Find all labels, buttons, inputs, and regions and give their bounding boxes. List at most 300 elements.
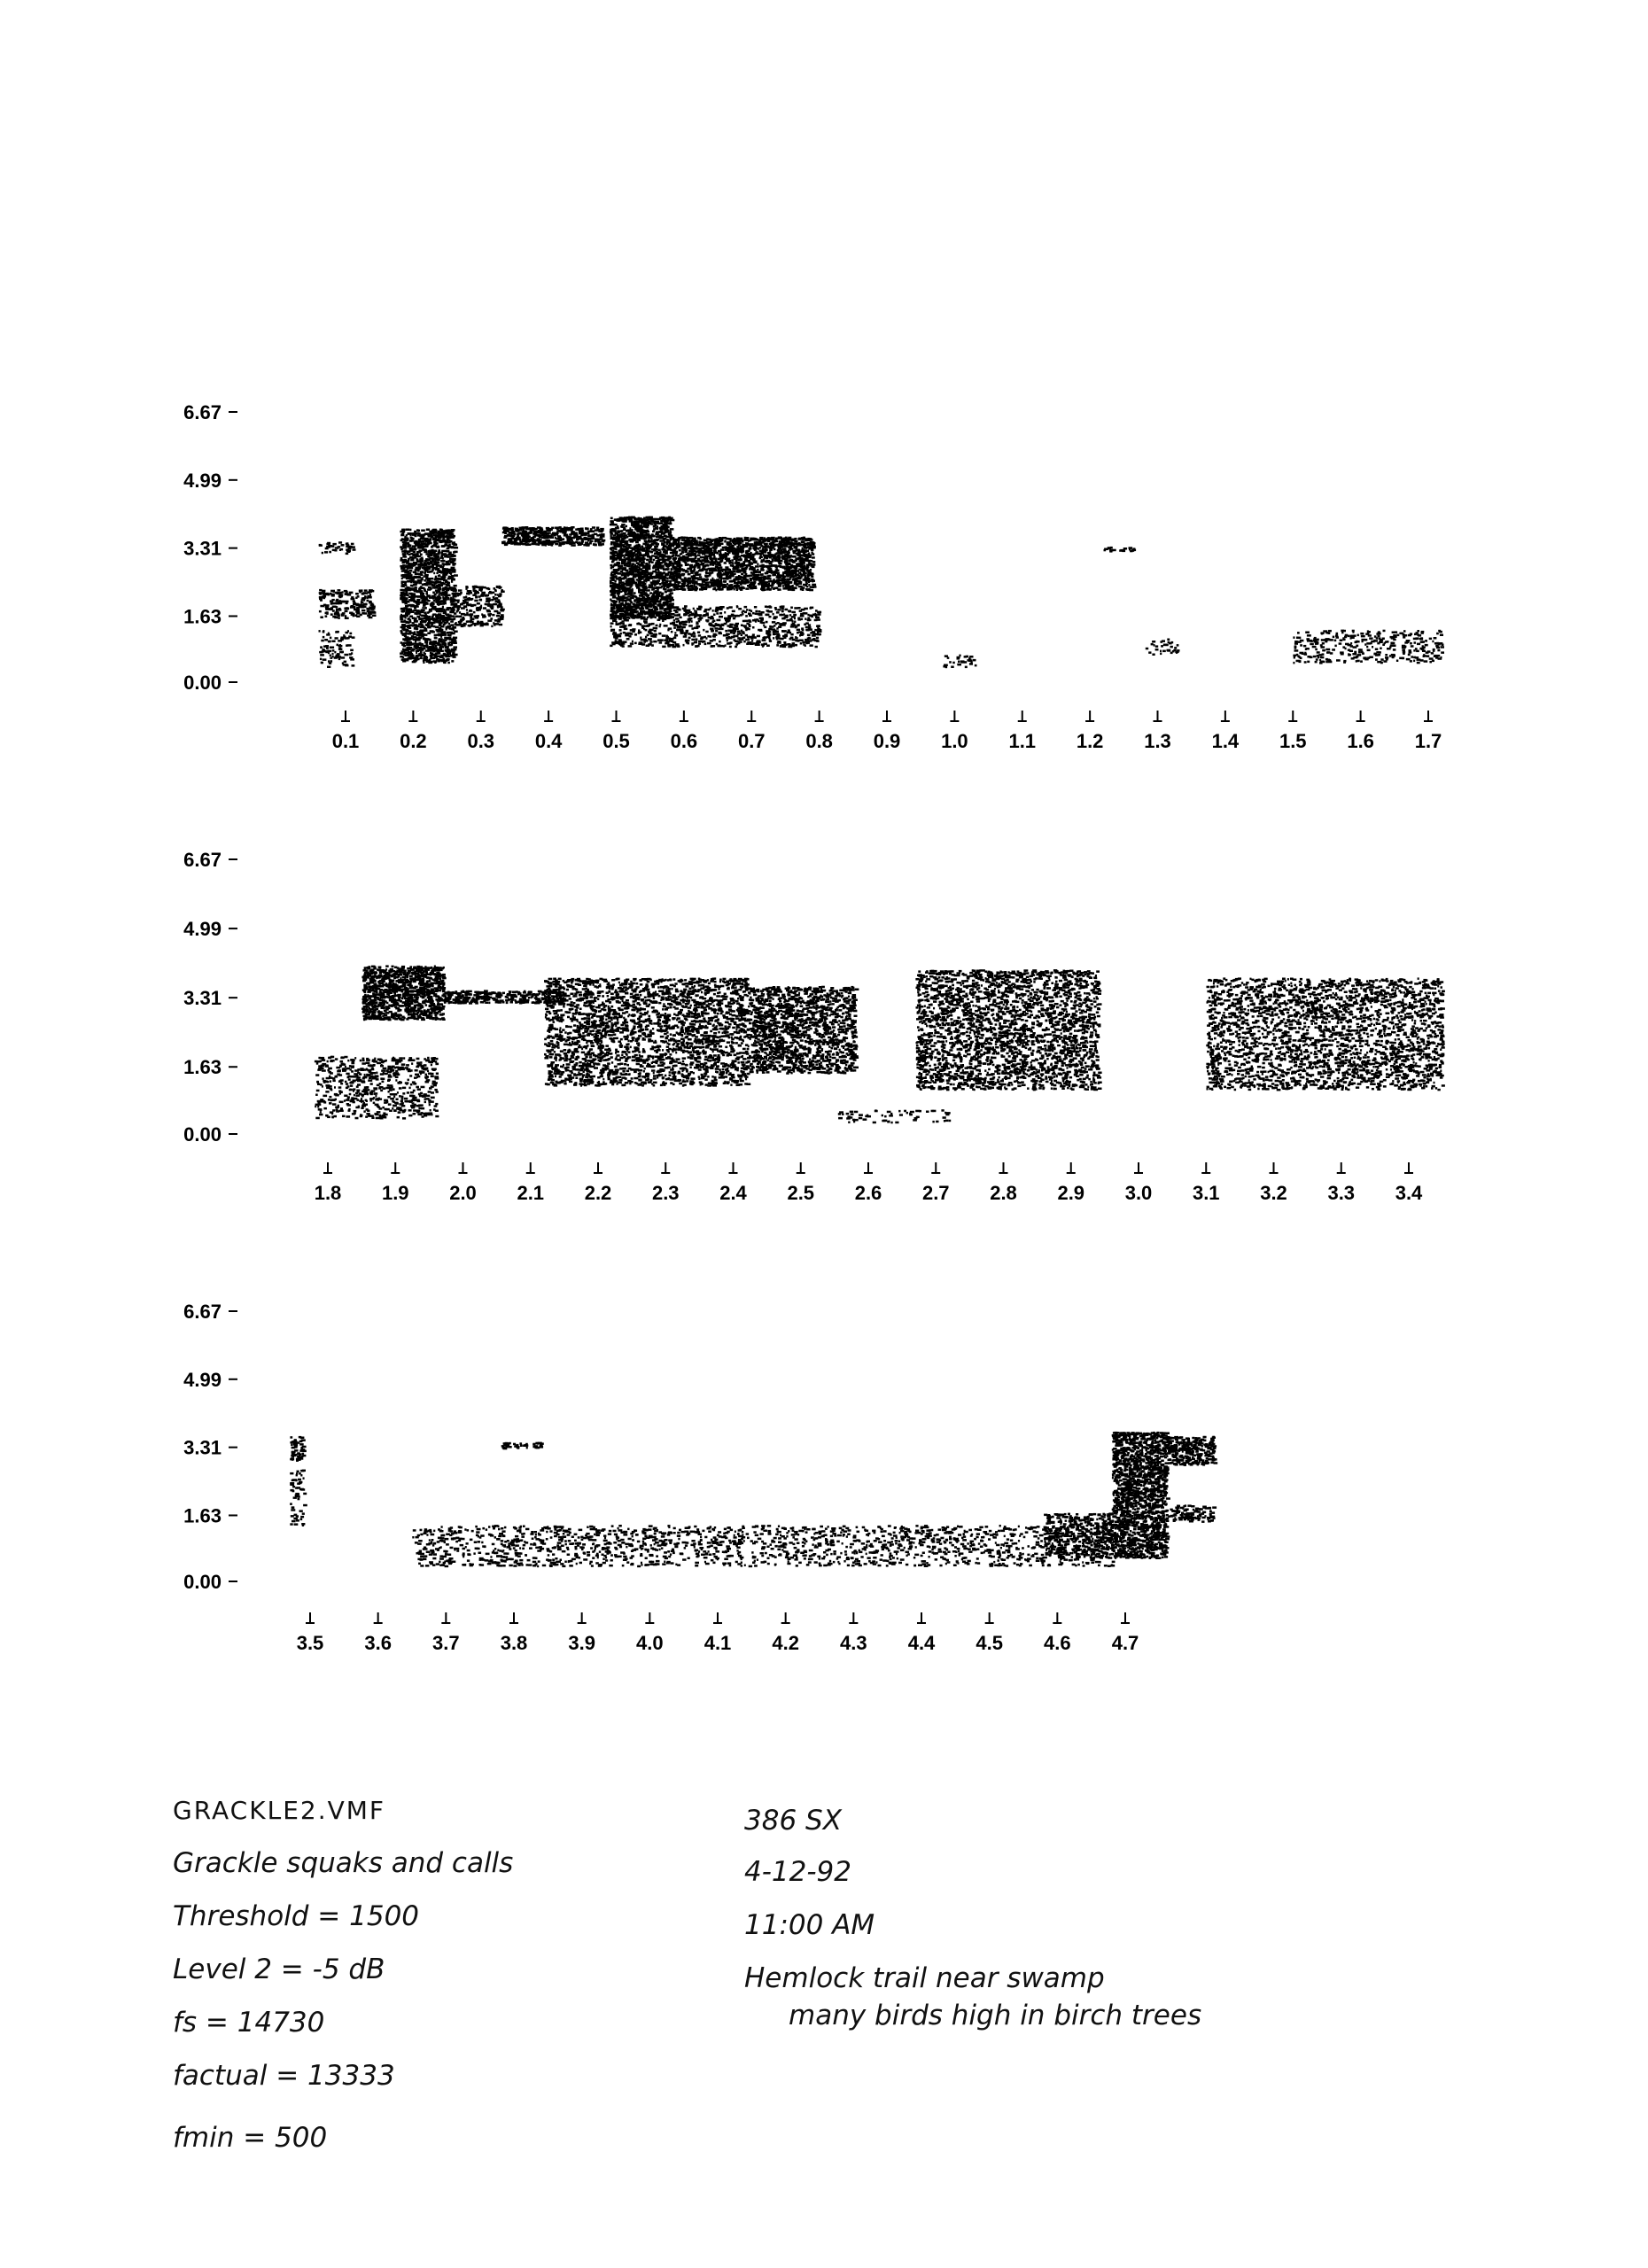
energy-dot [664, 517, 666, 520]
energy-dot [579, 530, 581, 532]
energy-dot [621, 578, 624, 580]
energy-dot [628, 517, 630, 519]
x-tick-label: 0.7 [738, 730, 766, 752]
energy-dot [353, 606, 355, 609]
energy-dot [629, 527, 631, 530]
energy-dot [653, 559, 656, 562]
energy-dot [453, 535, 455, 538]
energy-dot [325, 615, 328, 617]
energy-dot [412, 540, 414, 542]
energy-dot [442, 589, 445, 592]
energy-dot [666, 597, 670, 600]
energy-dot [519, 539, 522, 541]
energy-dot [462, 617, 465, 620]
energy-dot [416, 602, 418, 604]
energy-dot [590, 528, 593, 531]
energy-dot [459, 624, 461, 626]
energy-dot [635, 541, 639, 544]
energy-dot [618, 545, 622, 548]
energy-dot [610, 582, 614, 585]
energy-dot [601, 536, 602, 539]
energy-dot [403, 546, 407, 548]
energy-dot [321, 662, 323, 664]
energy-dot [435, 601, 439, 603]
energy-dot [347, 548, 351, 550]
y-tick-label: 4.99 [183, 470, 222, 492]
energy-dot [326, 612, 329, 615]
energy-dot [538, 539, 542, 541]
energy-dot [509, 538, 511, 540]
energy-dot [651, 586, 654, 589]
energy-dot [439, 601, 443, 603]
energy-dot [658, 601, 662, 603]
energy-dot [612, 560, 615, 563]
energy-dot [656, 551, 658, 554]
energy-dot [667, 519, 670, 522]
energy-dot [650, 601, 653, 603]
energy-dot [416, 634, 421, 637]
energy-dot [679, 549, 681, 552]
energy-dot [665, 563, 667, 565]
energy-dot [323, 658, 327, 661]
energy-dot [432, 592, 434, 594]
energy-dot [441, 550, 445, 553]
energy-dot [439, 630, 441, 633]
energy-dot [665, 600, 668, 602]
energy-dot [458, 589, 463, 592]
energy-dot [424, 567, 426, 570]
energy-dot [402, 633, 407, 635]
energy-dot [630, 559, 633, 562]
energy-dot [436, 553, 440, 555]
energy-dot [641, 555, 644, 557]
energy-dot [532, 543, 536, 546]
energy-dot [749, 543, 753, 546]
energy-dot [658, 594, 660, 597]
energy-dot [454, 585, 457, 587]
energy-dot [335, 637, 338, 640]
energy-dot [436, 617, 439, 620]
energy-dot [639, 579, 641, 581]
energy-dot [634, 521, 638, 524]
energy-dot [419, 624, 421, 626]
energy-dot [420, 657, 423, 660]
energy-dot [419, 649, 422, 651]
energy-dot [452, 571, 456, 573]
energy-dot [669, 580, 672, 583]
energy-dot [451, 600, 454, 602]
energy-dot [443, 610, 447, 613]
energy-dot [408, 532, 411, 535]
energy-dot [457, 624, 460, 626]
energy-dot [423, 607, 424, 610]
energy-dot [430, 641, 433, 643]
energy-dot [351, 543, 354, 546]
energy-dot [646, 533, 649, 536]
energy-dot [433, 552, 436, 555]
x-tick-label: 0.9 [874, 730, 901, 752]
energy-dot [612, 538, 617, 540]
energy-dot [434, 594, 437, 596]
energy-dot [620, 571, 623, 573]
energy-dot [668, 563, 671, 566]
energy-dot [339, 651, 344, 654]
energy-dot [610, 590, 612, 593]
energy-dot [331, 641, 335, 643]
energy-dot [445, 613, 447, 616]
energy-dot [416, 559, 418, 562]
y-tick-label: 3.31 [183, 538, 222, 560]
energy-dot [486, 587, 489, 590]
energy-dot [476, 608, 478, 610]
energy-region [671, 536, 817, 591]
energy-dot [319, 544, 323, 547]
energy-dot [345, 617, 349, 620]
energy-dot [479, 599, 482, 602]
energy-dot [566, 536, 571, 539]
energy-dot [539, 536, 541, 539]
energy-dot [637, 597, 641, 600]
energy-dot [573, 535, 576, 538]
energy-dot [668, 545, 672, 548]
energy-dot [334, 549, 337, 552]
energy-dot [484, 616, 486, 618]
energy-dot [451, 609, 454, 611]
energy-dot [439, 638, 443, 641]
energy-dot [424, 579, 426, 582]
energy-dot [494, 594, 496, 596]
energy-dot [406, 611, 408, 614]
energy-dot [767, 552, 771, 555]
energy-dot [323, 591, 325, 594]
energy-dot [409, 570, 413, 572]
energy-dot [424, 652, 425, 655]
energy-dot [546, 532, 549, 535]
energy-dot [446, 589, 448, 592]
energy-dot [424, 630, 428, 633]
energy-dot [618, 557, 622, 560]
energy-dot [634, 517, 636, 520]
spectrogram-panel-1 [183, 401, 1444, 752]
energy-dot [812, 556, 815, 559]
energy-dot [545, 537, 548, 540]
energy-dot [421, 633, 423, 635]
energy-dot [631, 579, 635, 581]
energy-dot [665, 552, 668, 555]
energy-dot [651, 548, 655, 551]
energy-dot [416, 610, 421, 613]
energy-dot [427, 579, 431, 581]
energy-dot [431, 647, 433, 649]
energy-dot [425, 584, 428, 586]
energy-dot [349, 656, 353, 659]
energy-dot [644, 601, 649, 603]
energy-dot [418, 540, 420, 543]
energy-dot [419, 587, 424, 590]
energy-dot [627, 532, 632, 535]
energy-dot [669, 561, 672, 563]
x-tick-label: 0.5 [602, 730, 630, 752]
energy-dot [627, 593, 631, 595]
energy-dot [589, 540, 593, 543]
energy-dot [448, 607, 451, 610]
energy-dot [713, 555, 716, 558]
energy-dot [432, 532, 437, 534]
energy-dot [408, 589, 411, 592]
energy-dot [414, 586, 417, 589]
energy-dot [492, 605, 494, 608]
energy-dot [510, 542, 513, 545]
energy-dot [665, 555, 668, 558]
energy-dot [370, 602, 373, 605]
energy-dot [440, 610, 443, 613]
energy-dot [474, 591, 478, 594]
energy-dot [634, 555, 637, 557]
energy-dot [436, 572, 438, 575]
energy-dot [409, 567, 413, 570]
energy-dot [636, 586, 641, 589]
energy-dot [341, 614, 345, 617]
energy-dot [429, 551, 432, 554]
energy-dot [652, 571, 657, 573]
energy-dot [414, 584, 416, 586]
energy-dot [524, 534, 525, 537]
energy-dot [409, 637, 412, 640]
energy-dot [439, 537, 442, 540]
energy-dot [441, 592, 446, 594]
energy-dot [421, 546, 424, 548]
energy-dot [346, 546, 348, 548]
energy-dot [477, 621, 479, 624]
energy-dot [637, 527, 640, 530]
energy-dot [490, 617, 493, 620]
energy-dot [612, 588, 615, 591]
energy-dot [369, 594, 371, 596]
energy-dot [414, 541, 418, 544]
energy-dot [406, 571, 408, 574]
energy-dot [626, 614, 629, 617]
energy-dot [361, 597, 365, 600]
energy-dot [319, 630, 321, 633]
energy-dot [652, 594, 654, 597]
energy-dot [520, 541, 522, 544]
energy-dot [334, 602, 336, 605]
energy-dot [574, 532, 576, 535]
energy-dot [451, 640, 455, 642]
energy-dot [412, 610, 415, 612]
energy-dot [326, 608, 330, 610]
energy-dot [424, 598, 427, 601]
energy-dot [321, 640, 324, 642]
energy-dot [443, 545, 445, 548]
energy-dot [610, 599, 611, 602]
energy-dot [475, 615, 478, 617]
energy-dot [497, 601, 501, 603]
energy-dot [401, 625, 403, 628]
energy-dot [659, 537, 664, 540]
energy-dot [629, 589, 633, 592]
energy-dot [361, 610, 366, 612]
energy-dot [412, 594, 416, 596]
energy-dot [421, 615, 424, 617]
energy-dot [441, 602, 445, 605]
energy-dot [602, 540, 604, 543]
energy-dot [668, 533, 672, 536]
energy-dot [466, 609, 468, 611]
energy-dot [442, 574, 446, 577]
energy-dot [621, 581, 625, 584]
energy-dot [445, 570, 448, 572]
energy-dot [649, 517, 653, 520]
energy-dot [421, 540, 424, 543]
energy-dot [587, 535, 591, 538]
energy-dot [415, 656, 417, 659]
energy-dot [401, 570, 405, 572]
energy-dot [438, 549, 440, 552]
energy-dot [551, 533, 553, 536]
energy-dot [657, 531, 661, 533]
energy-dot [413, 551, 416, 554]
energy-dot [415, 544, 418, 547]
energy-dot [664, 588, 667, 591]
energy-dot [735, 560, 738, 563]
x-tick-label: 1.5 [1279, 730, 1307, 752]
energy-dot [627, 574, 630, 577]
energy-dot [670, 517, 673, 520]
energy-dot [406, 586, 408, 589]
energy-dot [648, 568, 650, 571]
energy-dot [532, 536, 536, 539]
energy-dot [413, 605, 416, 608]
energy-dot [336, 599, 338, 602]
energy-dot [633, 617, 635, 619]
energy-dot [472, 587, 475, 590]
energy-dot [660, 528, 663, 531]
energy-dot [666, 605, 669, 608]
energy-dot [413, 576, 417, 579]
energy-dot [426, 618, 429, 621]
y-tick-label: 0.00 [183, 672, 222, 694]
energy-dot [613, 529, 617, 532]
energy-dot [783, 566, 786, 569]
energy-dot [661, 577, 664, 579]
energy-dot [402, 638, 406, 641]
energy-dot [612, 601, 616, 603]
energy-dot [320, 658, 322, 661]
energy-dot [517, 534, 519, 537]
energy-dot [372, 615, 377, 617]
energy-dot [614, 573, 617, 576]
energy-dot [430, 532, 432, 535]
energy-dot [402, 564, 406, 567]
energy-dot [434, 542, 437, 545]
energy-dot [585, 544, 587, 547]
energy-dot [553, 540, 556, 543]
energy-dot [655, 590, 659, 593]
energy-dot [659, 551, 661, 554]
energy-dot [454, 574, 458, 577]
energy-dot [511, 532, 515, 535]
energy-dot [403, 541, 407, 544]
energy-dot [808, 584, 810, 586]
energy-dot [449, 627, 453, 630]
energy-dot [618, 535, 620, 538]
energy-dot [323, 636, 325, 639]
energy-dot [555, 527, 557, 530]
energy-dot [470, 605, 474, 608]
energy-dot [426, 544, 428, 547]
energy-dot [331, 647, 335, 649]
energy-dot [481, 594, 483, 597]
energy-dot [330, 613, 333, 616]
energy-dot [428, 586, 431, 589]
energy-dot [633, 532, 636, 534]
energy-dot [426, 529, 430, 532]
energy-dot [350, 649, 354, 652]
energy-dot [327, 542, 330, 545]
energy-dot [576, 539, 579, 541]
energy-dot [467, 620, 470, 623]
energy-region [400, 529, 458, 664]
energy-dot [464, 599, 467, 602]
energy-dot [579, 532, 580, 535]
x-tick-label: 1.2 [1077, 730, 1104, 752]
energy-dot [351, 596, 354, 599]
energy-dot [663, 528, 666, 531]
energy-dot [634, 539, 636, 541]
energy-dot [446, 555, 448, 557]
energy-dot [617, 563, 619, 566]
energy-dot [323, 631, 325, 633]
energy-dot [640, 531, 644, 533]
energy-dot [618, 579, 621, 581]
energy-dot [438, 584, 441, 586]
energy-dot [437, 614, 439, 617]
energy-dot [622, 588, 625, 591]
energy-dot [618, 532, 620, 534]
energy-dot [631, 529, 633, 532]
energy-dot [415, 535, 416, 538]
energy-dot [345, 610, 348, 613]
energy-dot [642, 558, 646, 561]
energy-dot [463, 596, 468, 599]
energy-dot [564, 534, 566, 537]
energy-dot [446, 591, 447, 594]
x-tick-label: 0.6 [671, 730, 698, 752]
energy-dot [346, 644, 348, 647]
energy-dot [444, 532, 448, 534]
energy-dot [472, 594, 476, 597]
energy-dot [406, 601, 409, 603]
energy-dot [510, 535, 515, 538]
energy-dot [592, 537, 595, 540]
energy-dot [634, 560, 637, 563]
energy-dot [451, 587, 455, 590]
energy-dot [438, 575, 441, 578]
energy-dot [424, 560, 428, 563]
energy-dot [338, 640, 342, 642]
energy-dot [416, 529, 419, 532]
energy-dot [407, 594, 409, 597]
energy-dot [516, 537, 518, 540]
energy-dot [402, 531, 406, 533]
energy-dot [364, 592, 368, 594]
energy-dot [610, 580, 612, 583]
energy-dot [712, 588, 716, 591]
energy-dot [532, 529, 534, 532]
energy-dot [412, 625, 416, 627]
energy-dot [424, 633, 428, 636]
